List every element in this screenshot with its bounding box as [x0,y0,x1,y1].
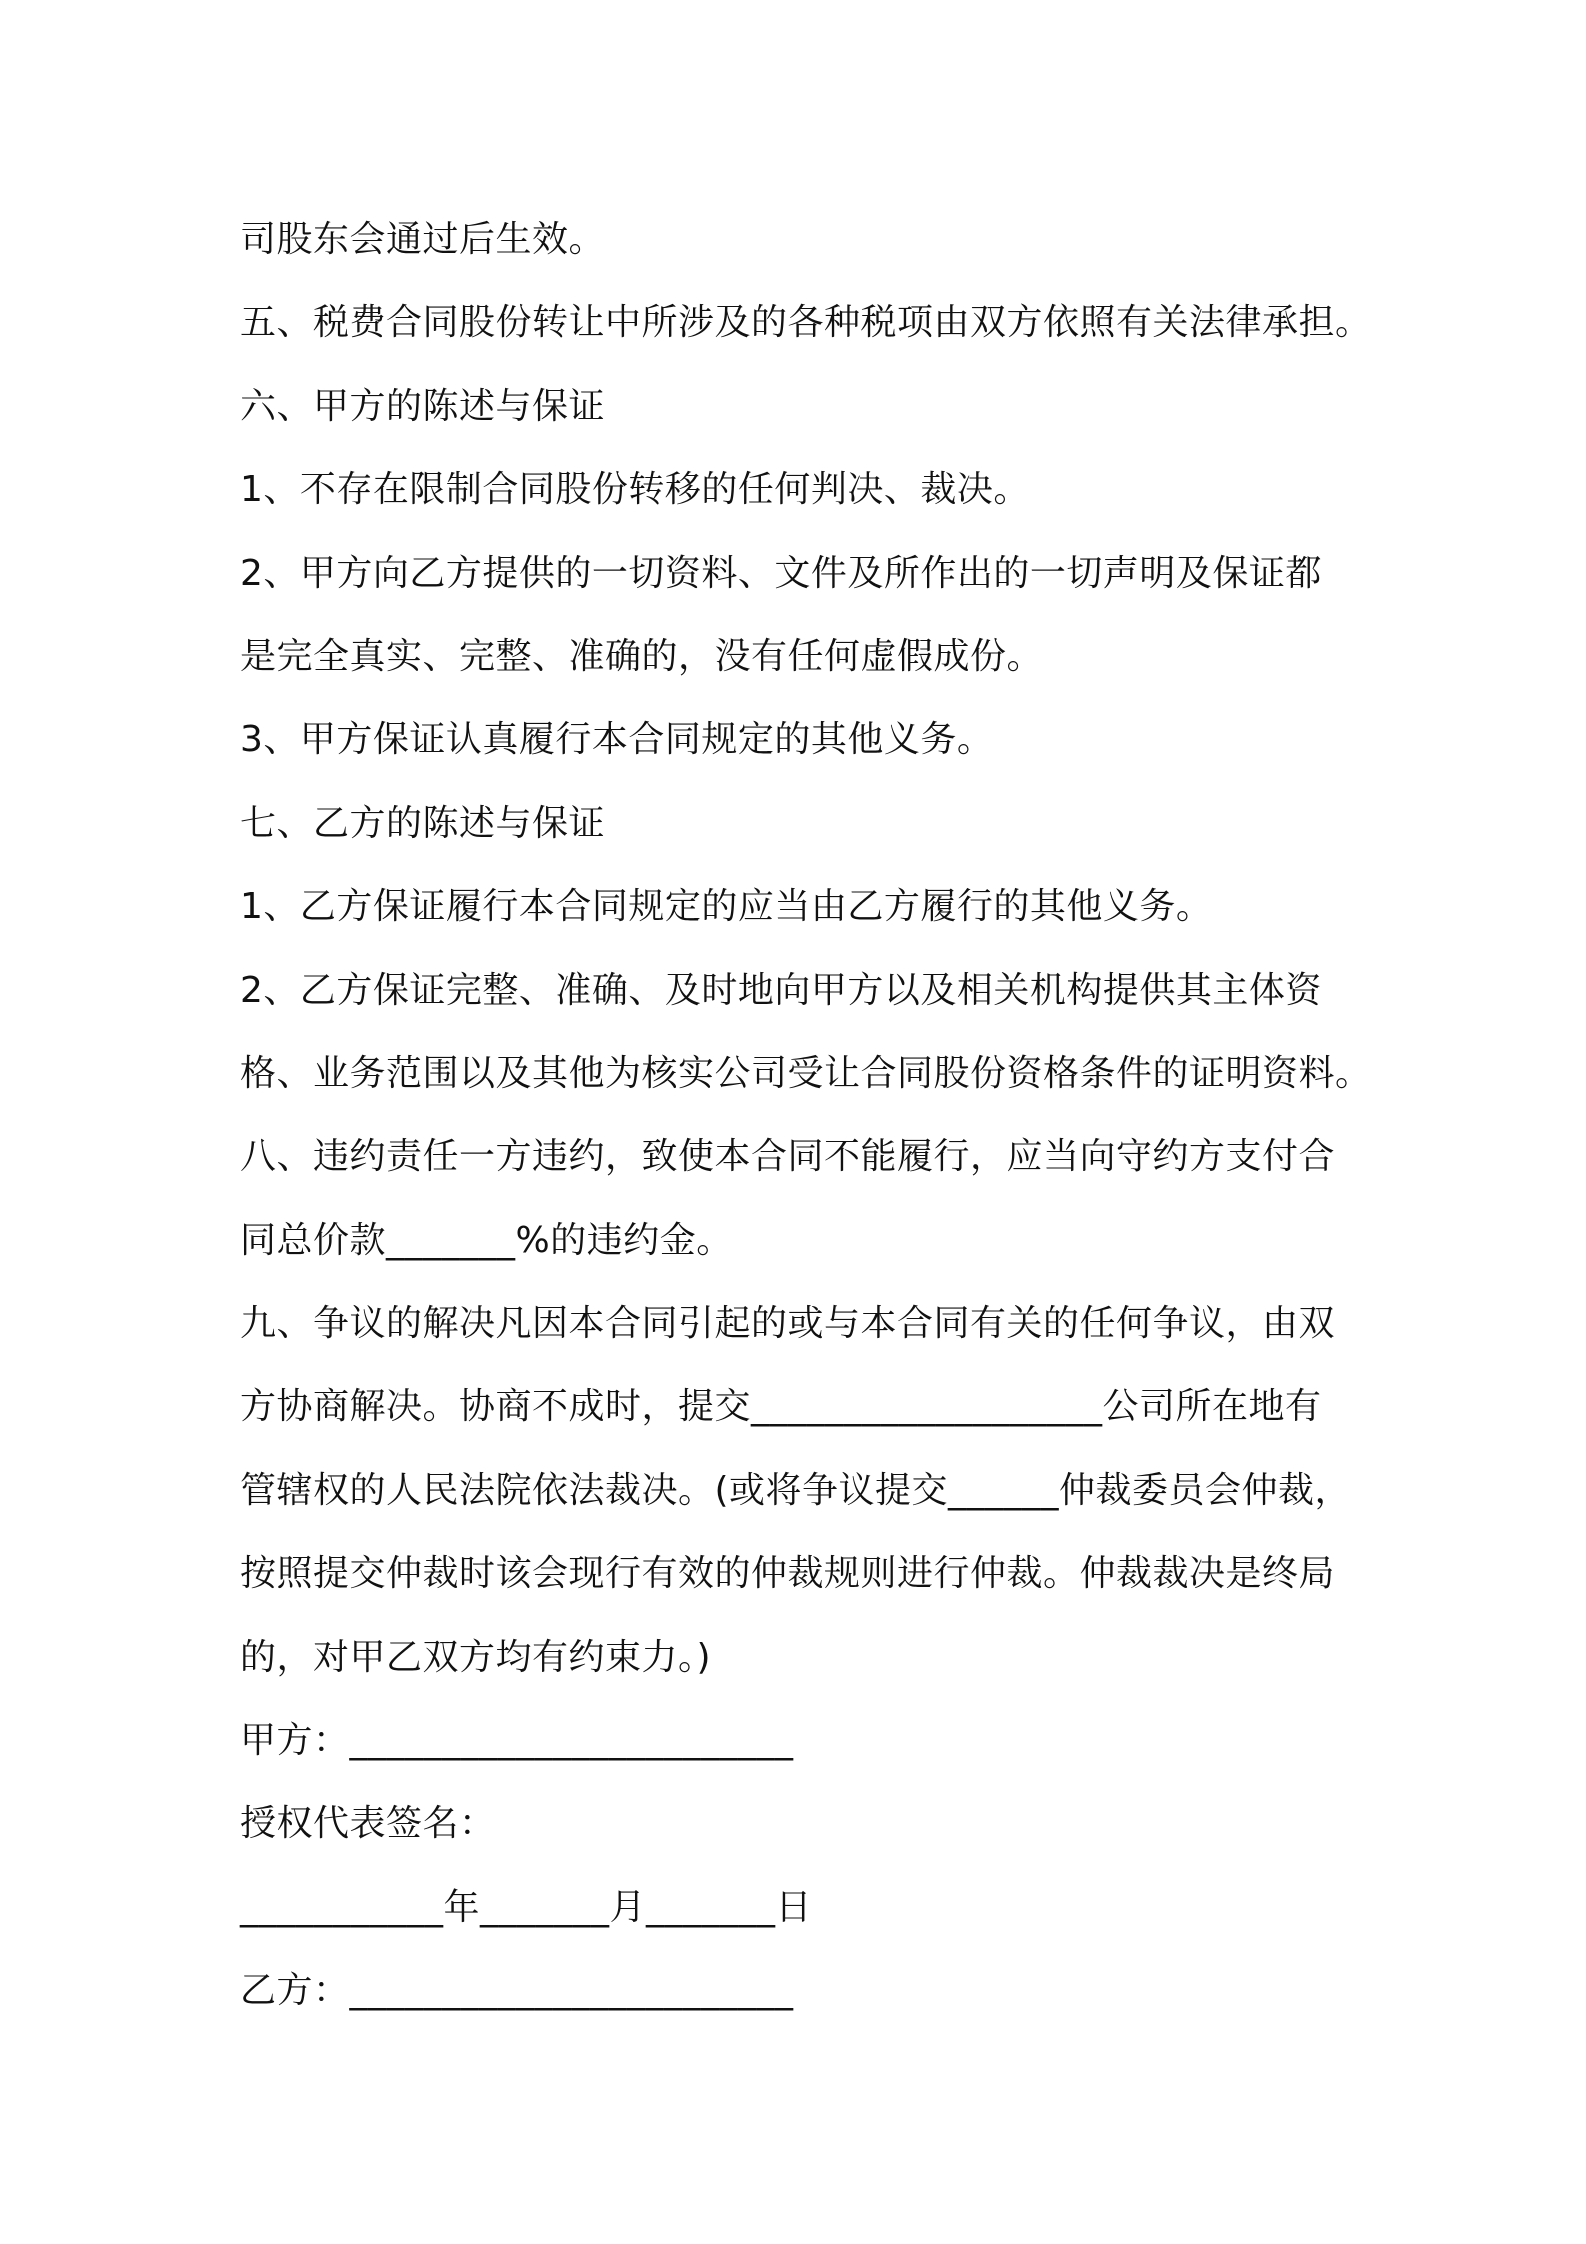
text-line: 3、甲方保证认真履行本合同规定的其他义务。 [240,719,994,761]
text-line: 管辖权的人民法院依法裁决。(或将争议提交______仲裁委员会仲裁， [240,1469,1352,1511]
text-line: 2、乙方保证完整、准确、及时地向甲方以及相关机构提供其主体资 [240,969,1322,1011]
text-line: 格、业务范围以及其他为核实公司受让合同股份资格条件的证明资料。 [240,1052,1372,1094]
section-heading: 六、甲方的陈述与保证 [240,385,606,427]
authorized-signature-label: 授权代表签名： [240,1803,496,1845]
party-b-signature-line: 乙方：________________________ [240,1970,794,2012]
text-line: 的，对甲乙双方均有约束力。) [240,1636,712,1678]
text-line: 九、争议的解决凡因本合同引起的或与本合同有关的任何争议，由双 [240,1303,1336,1345]
text-line: 同总价款_______%的违约金。 [240,1219,733,1261]
section-heading: 七、乙方的陈述与保证 [240,802,606,844]
text-line: 方协商解决。协商不成时，提交___________________公司所在地有 [240,1386,1322,1428]
text-line: 八、违约责任一方违约，致使本合同不能履行，应当向守约方支付合 [240,1136,1336,1178]
text-line: 五、税费合同股份转让中所涉及的各种税项由双方依照有关法律承担。 [240,302,1372,344]
text-line: 是完全真实、完整、准确的，没有任何虚假成份。 [240,635,1044,677]
text-line: 按照提交仲裁时该会现行有效的仲裁规则进行仲裁。仲裁裁决是终局 [240,1553,1336,1595]
text-line: 1、乙方保证履行本合同规定的应当由乙方履行的其他义务。 [240,886,1213,928]
date-line: ___________年_______月_______日 [240,1886,812,1928]
text-line: 1、不存在限制合同股份转移的任何判决、裁决。 [240,469,1030,511]
party-a-signature-line: 甲方：________________________ [240,1720,794,1762]
text-line: 司股东会通过后生效。 [240,219,606,260]
document-body [240,198,1380,2033]
text-line: 2、甲方向乙方提供的一切资料、文件及所作出的一切声明及保证都 [240,552,1322,594]
